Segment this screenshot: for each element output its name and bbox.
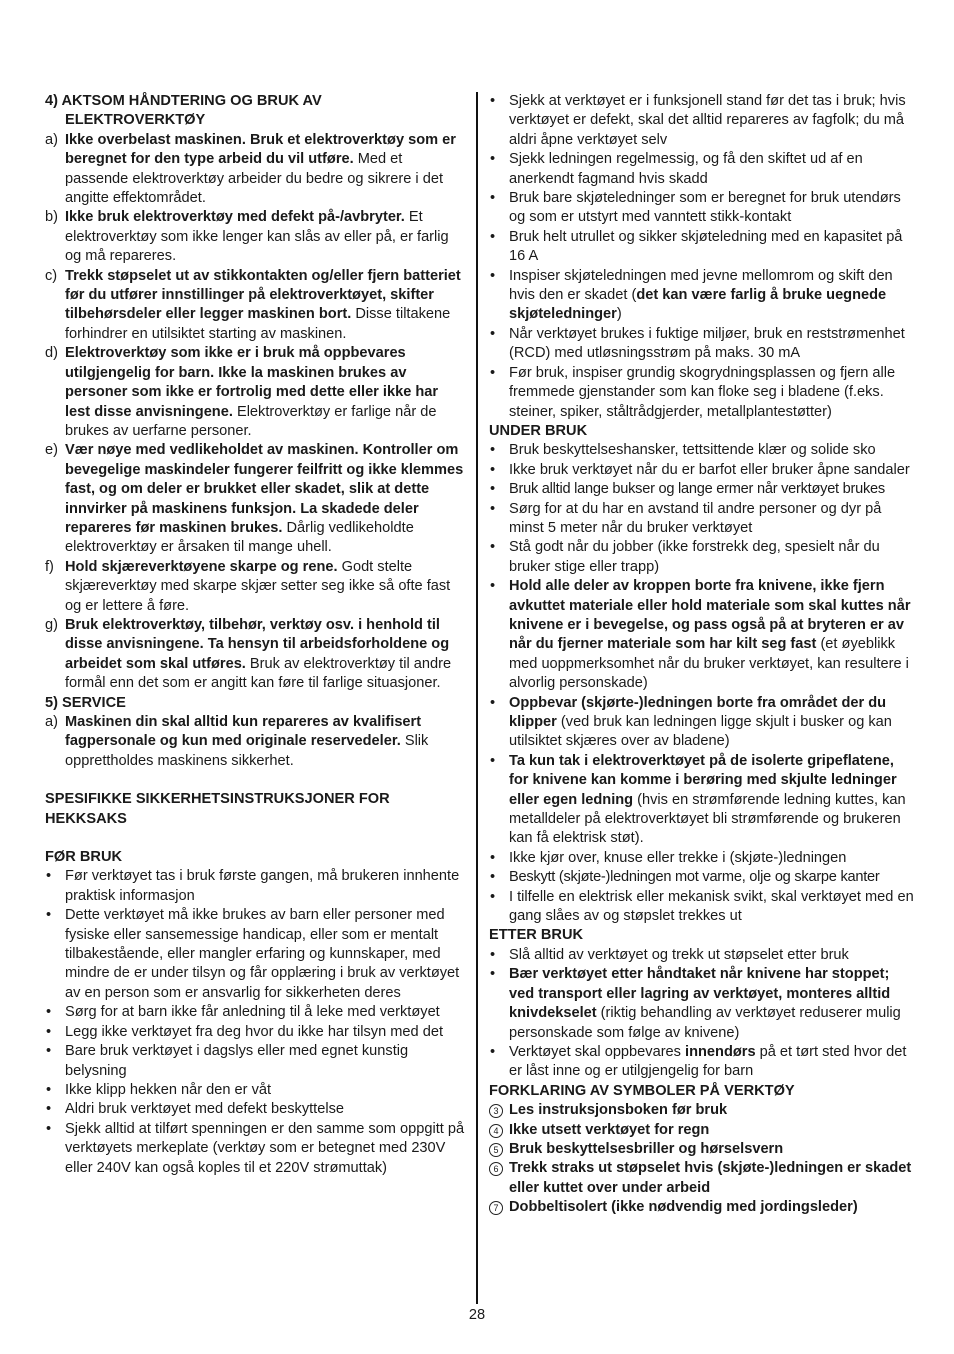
- left-column: [45, 92, 465, 1178]
- during-use-heading: UNDER BRUK: [489, 422, 588, 439]
- symbol-item: [489, 1101, 914, 1120]
- item-bold-text: Maskinen din skal alltid kun repareres av kvalifisert fagpersonale og kun med originale reservedeler.: [65, 714, 422, 750]
- bullet-text: Ikke kjør over, knuse eller trekke i (skjøte-)ledningen: [509, 849, 847, 866]
- item-letter: d): [45, 345, 58, 362]
- bullet-item: • Ikke klipp hekken når den er våt: [45, 1081, 465, 1100]
- bullet-text: Beskytt (skjøte-)ledningen mot varme, olje og skarpe kanter: [509, 869, 880, 886]
- before-use-list-continued: [489, 92, 914, 422]
- bullet-item: [489, 480, 914, 499]
- bullet-item: [489, 500, 914, 539]
- bullet-item: • Sjekk alltid at tilført spenningen er den samme som oppgitt på verktøyets merkeplate (verktøy som er betegnet med 230V eller 240V kan også koples til et 220V strømuttak): [45, 1120, 465, 1178]
- bullet-bold-text: Bær verktøyet etter håndtaket når knivene har stoppet; ved transport eller lagring av verktøyet, monteres alltid knivdekselet: [509, 966, 891, 1022]
- item-text: Bruk av elektroverktøy til andre formål enn det som er angitt kan føre til farlige situasjoner.: [65, 655, 452, 692]
- bullet-item: [489, 150, 914, 189]
- lettered-item: [45, 131, 465, 209]
- bullet-item: [489, 946, 914, 965]
- bullet-item: [489, 694, 914, 752]
- before-use-heading: FØR BRUK: [45, 849, 123, 866]
- section-4-heading-line1: 4) AKTSOM HÅNDTERING OG BRUK AV: [45, 93, 322, 109]
- item-text: Dårlig vedlikeholdte elektroverktøy er årsaken til mange uhell.: [65, 519, 414, 556]
- bullet-bold-text: Hold alle deler av kroppen borte fra knivene, ikke fjern avkuttet materiale eller hold materiale som skal kuttes når knivene er i bevegelse, og pass også på at bryteren er av når du fjerner materiale som har kilt seg fast: [509, 578, 911, 653]
- circled-number-icon: 5: [489, 1143, 503, 1157]
- item-bold-text: Hold skjæreverktøyene skarpe og rene.: [65, 558, 338, 575]
- bullet-text: I tilfelle en elektrisk eller mekanisk svikt, skal verktøyet med en gang slåes av og støpslet trekkes ut: [509, 888, 914, 925]
- bullet-item: [489, 849, 914, 868]
- symbols-list: [489, 1101, 914, 1217]
- symbol-description: Les instruksjonsboken før bruk: [509, 1102, 728, 1119]
- symbols-heading: FORKLARING AV SYMBOLER PÅ VERKTØY: [489, 1082, 795, 1099]
- circled-number-icon: 4: [489, 1124, 503, 1138]
- item-bold-text: Ikke overbelast maskinen. Bruk et elektroverktøy som er beregnet for den type arbeid du vil utføre.: [65, 131, 456, 168]
- symbol-item: [489, 1198, 914, 1217]
- lettered-item: [45, 713, 465, 771]
- bullet-bold-text: Ta kun tak i elektroverktøyet på de isolerte gripeflatene, for knivene kan komme i berøring med skjulte ledninger eller egen ledning: [509, 752, 897, 808]
- bullet-item: [489, 752, 914, 849]
- bullet-text: Inspiser skjøteledningen med jevne mellomrom og skift den hvis den er skadet (: [509, 267, 893, 304]
- bullet-text: Bruk alltid lange bukser og lange ermer når verktøyet brukes: [509, 481, 885, 498]
- item-bold-text: Ikke bruk elektroverktøy med defekt på-/avbryter.: [65, 209, 405, 226]
- bullet-item: [489, 577, 914, 693]
- after-use-heading: ETTER BRUK: [489, 927, 584, 944]
- symbol-item: [489, 1159, 914, 1198]
- bullet-item: • Dette verktøyet må ikke brukes av barn eller personer med fysiske eller sansemessige handicap, eller som er mentalt tilbakestående, eller mangler erfaring og kunnskaper, med mindre de er under tilsyn og får opplæring i bruk av verktøyet av en person som er ansvarlig for sikkerheten deres: [45, 906, 465, 1003]
- bullet-text: Stå godt når du jobber (ikke forstrekk deg, spesielt når du bruker stige eller trapp): [509, 539, 880, 575]
- item-letter: g): [45, 616, 58, 633]
- bullet-text-after: (ved bruk kan ledningen ligge skjult i busker og kan utilsiktet skjæres over av bladene): [509, 714, 892, 750]
- bullet-bold-text: innendørs: [685, 1043, 756, 1060]
- symbol-description: Bruk beskyttelsesbriller og hørselsvern: [509, 1140, 784, 1157]
- lettered-item: [45, 208, 465, 266]
- bullet-text: Verktøyet skal oppbevares: [509, 1043, 686, 1060]
- bullet-text: Bruk beskyttelseshansker, tettsittende klær og solide sko: [509, 442, 876, 459]
- symbol-description: Ikke utsett verktøyet for regn: [509, 1121, 710, 1138]
- item-text: Et elektroverktøy som ikke lenger kan slås av eller på, er farlig og må repareres.: [65, 209, 449, 265]
- section-4-list: [45, 131, 465, 694]
- bullet-bold-text: det kan være farlig å bruke uegnede skjøteledninger: [509, 287, 887, 323]
- symbol-description: Trekk straks ut støpselet hvis (skjøte-)ledningen er skadet eller kuttet over under arbeid: [509, 1160, 912, 1196]
- bullet-item: [489, 228, 914, 267]
- item-letter: f): [45, 558, 54, 575]
- bullet-bold-text: Oppbevar (skjørte-)ledningen borte fra området der du klipper: [509, 694, 887, 730]
- lettered-item: [45, 267, 465, 345]
- bullet-text: Slå alltid av verktøyet og trekk ut støpselet etter bruk: [509, 946, 849, 963]
- bullet-text: Før bruk, inspiser grundig skogrydningsplassen og fjern alle fremmede gjenstander som kan floke seg i bladene (f.eks. steiner, spiker, ståltrådgjerder, metallplantestøtter): [509, 364, 896, 420]
- bullet-text-after: på et tørt sted hvor det er låst inne og er utilgjengelig for barn: [509, 1043, 907, 1080]
- lettered-item: [45, 344, 465, 441]
- section-4-heading: [45, 92, 465, 131]
- bullet-text: Sjekk ledningen regelmessig, og få den skiftet ud af en anerkendt fagmand hvis skadd: [509, 151, 863, 187]
- bullet-item: • Legg ikke verktøyet fra deg hvor du ikke har tilsyn med det: [45, 1023, 465, 1042]
- item-letter: b): [45, 209, 58, 226]
- symbol-description: Dobbeltisolert (ikke nødvendig med jordingsleder): [509, 1199, 858, 1216]
- item-letter: c): [45, 267, 58, 284]
- item-letter: a): [45, 714, 58, 730]
- item-bold-text: Vær nøye med vedlikeholdet av maskinen. Kontroller om bevegelige maskindeler fungerer feilfritt og ikke klemmes fast, og om deler er brukket eller skadet, slik at dette innvirker på maskinens funksjon. La skadede deler repareres før maskinen brukes.: [65, 442, 464, 536]
- bullet-item: [489, 441, 914, 460]
- bullet-item: [489, 325, 914, 364]
- after-use-list: [489, 946, 914, 1082]
- bullet-text-after: (hvis en strømførende ledning kuttes, kan metalldeler på elektroverktøyet bli strømførende og brukeren kan få elektrisk støt).: [509, 791, 906, 847]
- page-number: 28: [468, 1307, 486, 1323]
- bullet-item: [489, 189, 914, 228]
- circled-number-icon: 3: [489, 1104, 503, 1118]
- item-text: Elektroverktøy er farlige når de brukes av uerfarne personer.: [65, 403, 437, 439]
- item-text: Med et passende elektroverktøy arbeider du bedre og sikrere i det angitte effektområdet.: [65, 151, 444, 207]
- bullet-item: • Aldri bruk verktøyet med defekt beskyttelse: [45, 1100, 465, 1119]
- bullet-text: Ikke bruk verktøyet når du er barfot eller bruker åpne sandaler: [509, 461, 910, 478]
- bullet-text: Når verktøyet brukes i fuktige miljøer, bruk en reststrømenhet (RCD) med utløsningsstrøm på maks. 30 mA: [509, 325, 905, 362]
- specific-instructions-heading: SPESIFIKKE SIKKERHETSINSTRUKSJONER FOR HEKKSAKS: [45, 791, 390, 827]
- before-use-list: [45, 867, 465, 1178]
- bullet-item: [489, 868, 914, 887]
- bullet-item: [489, 888, 914, 927]
- item-text: Disse tiltakene forhindrer en utilsiktet starting av maskinen.: [65, 306, 451, 342]
- item-bold-text: Bruk elektroverktøy, tilbehør, verktøy osv. i henhold til disse anvisningene. Ta hensyn til arbeidsforholdene og arbeidet som skal utføres.: [65, 616, 450, 672]
- section-5-heading: 5) SERVICE: [45, 694, 126, 711]
- during-use-list: [489, 441, 914, 926]
- bullet-item: [489, 92, 914, 150]
- bullet-item: • Sørg for at barn ikke får anledning til å leke med verktøyet: [45, 1003, 465, 1022]
- symbol-item: [489, 1121, 914, 1140]
- bullet-text: Sørg for at du har en avstand til andre personer og dyr på minst 5 meter når du bruker verktøyet: [509, 500, 882, 536]
- section-5-list: [45, 713, 465, 771]
- section-4-heading-line2: ELEKTROVERKTØY: [65, 112, 206, 129]
- symbol-item: [489, 1140, 914, 1159]
- bullet-item: [489, 364, 914, 422]
- circled-number-icon: 6: [489, 1162, 503, 1176]
- bullet-text: Bruk helt utrullet og sikker skjøteledning med en kapasitet på 16 A: [509, 228, 903, 265]
- lettered-item: [45, 441, 465, 557]
- item-letter: a): [45, 131, 58, 148]
- bullet-text-after: ): [616, 306, 622, 323]
- bullet-item: [489, 538, 914, 577]
- item-text: Godt stelte skjæreverktøy med skarpe skjær setter seg ikke så ofte fast og er lettere å føre.: [65, 558, 451, 614]
- item-text: Slik opprettholdes maskinens sikkerhet.: [65, 733, 429, 769]
- circled-number-icon: 7: [489, 1201, 503, 1215]
- bullet-text-after: (et øyeblikk med uoppmerksomhet når du bruker verktøyet, kan resultere i alvorlig personskade): [509, 636, 909, 692]
- column-divider: [476, 92, 478, 1304]
- bullet-text-after: (riktig behandling av verktøyet reduserer mulig personskade som følge av knivene): [509, 1005, 901, 1041]
- bullet-text: Sjekk at verktøyet er i funksjonell stand før det tas i bruk; hvis verktøyet er defekt, skal det alltid repareres av fagfolk; du må aldri åpne verktøyet selv: [509, 93, 906, 148]
- bullet-item: [489, 1043, 914, 1082]
- bullet-item: [489, 461, 914, 480]
- item-bold-text: Elektroverktøy som ikke er i bruk må oppbevares utilgjengelig for barn. Ikke la maskinen brukes av personer som ikke er fortrolig med dette eller ikke har lest disse anvisningene.: [65, 345, 439, 420]
- item-letter: e): [45, 442, 58, 459]
- right-column: [489, 92, 914, 1218]
- lettered-item: [45, 558, 465, 616]
- lettered-item: [45, 616, 465, 694]
- bullet-item: [489, 267, 914, 325]
- bullet-item: [489, 965, 914, 1043]
- bullet-item: • Bare bruk verktøyet i dagslys eller med egnet kunstig belysning: [45, 1042, 465, 1081]
- bullet-item: • Før verktøyet tas i bruk første gangen, må brukeren innhente praktisk informasjon: [45, 867, 465, 906]
- bullet-text: Bruk bare skjøteledninger som er beregnet for bruk utendørs og som er utstyrt med vanntett stikk-kontakt: [509, 190, 901, 226]
- item-bold-text: Trekk støpselet ut av stikkontakten og/eller fjern batteriet før du utfører innstillinger på elektroverktøyet, skifter tilbehørsdeler eller legger maskinen bort.: [65, 267, 461, 323]
